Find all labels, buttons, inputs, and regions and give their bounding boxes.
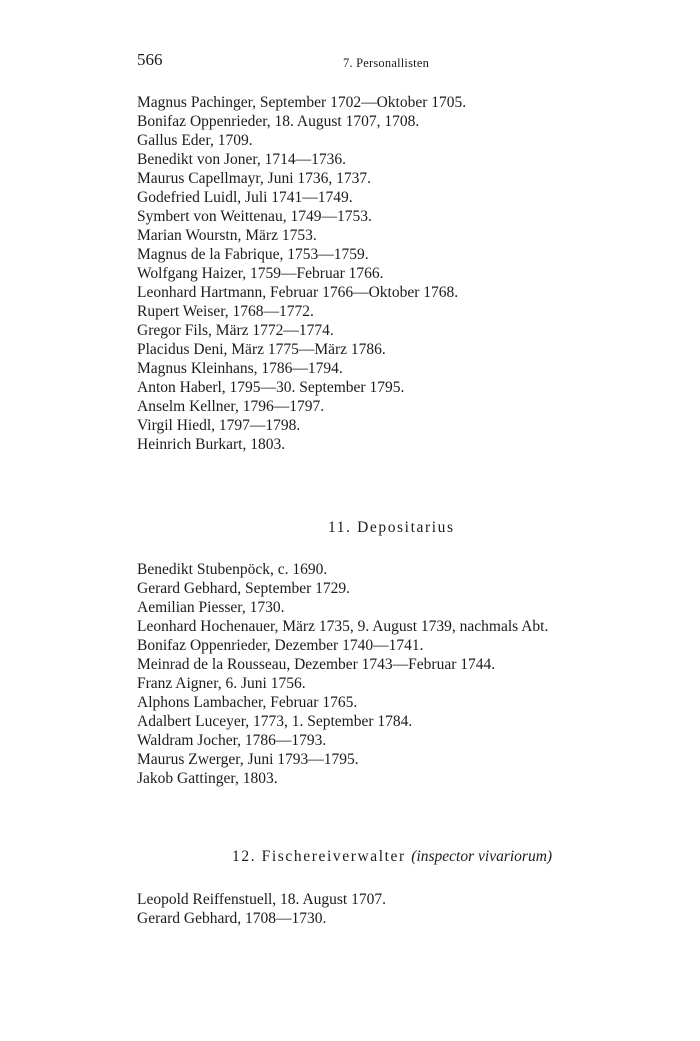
list-item: Aemilian Piesser, 1730. — [137, 599, 285, 616]
list-item: Leopold Reiffenstuell, 18. August 1707. — [137, 891, 386, 908]
list-item: Placidus Deni, März 1775—März 1786. — [137, 341, 386, 358]
list-item: Alphons Lambacher, Februar 1765. — [137, 694, 358, 711]
page-number: 566 — [137, 50, 163, 69]
list-item: Magnus de la Fabrique, 1753—1759. — [137, 246, 369, 263]
list-item: Symbert von Weittenau, 1749—1753. — [137, 208, 372, 225]
list-item: Godefried Luidl, Juli 1741—1749. — [137, 189, 353, 206]
list-item: Meinrad de la Rousseau, Dezember 1743—Februar 1744. — [137, 656, 496, 673]
list-item: Rupert Weiser, 1768—1772. — [137, 303, 314, 320]
list-item: Maurus Zwerger, Juni 1793—1795. — [137, 751, 359, 768]
list-item: Bonifaz Oppenrieder, 18. August 1707, 1708. — [137, 113, 420, 130]
list-item: Leonhard Hochenauer, März 1735, 9. August 1739, nachmals Abt. — [137, 618, 549, 635]
list-item: Gerard Gebhard, 1708—1730. — [137, 910, 327, 927]
list-item: Benedikt Stubenpöck, c. 1690. — [137, 561, 328, 578]
list-section-10 — [137, 93, 466, 454]
section-heading-depositarius: 11. Depositarius — [328, 519, 455, 536]
running-head: 7. Personallisten — [343, 56, 430, 70]
list-item: Anselm Kellner, 1796—1797. — [137, 398, 325, 415]
list-item: Maurus Capellmayr, Juni 1736, 1737. — [137, 170, 372, 187]
list-item: Magnus Pachinger, September 1702—Oktober 1705. — [137, 94, 467, 111]
list-item: Franz Aigner, 6. Juni 1756. — [137, 675, 306, 692]
list-item: Bonifaz Oppenrieder, Dezember 1740—1741. — [137, 637, 424, 654]
list-section-11 — [137, 560, 548, 788]
section-heading-fischereiverwalter — [232, 848, 552, 866]
list-item: Waldram Jocher, 1786—1793. — [137, 732, 327, 749]
list-item: Leonhard Hartmann, Februar 1766—Oktober 1768. — [137, 284, 459, 301]
section-heading-text: 12. Fischereiverwalter — [232, 848, 406, 865]
list-item: Adalbert Luceyer, 1773, 1. September 1784. — [137, 713, 413, 730]
list-item: Gregor Fils, März 1772—1774. — [137, 322, 334, 339]
list-item: Jakob Gattinger, 1803. — [137, 770, 278, 787]
section-heading-latin: (inspector vivariorum) — [411, 848, 553, 865]
list-item: Anton Haberl, 1795—30. September 1795. — [137, 379, 405, 396]
list-item: Virgil Hiedl, 1797—1798. — [137, 417, 301, 434]
list-item: Wolfgang Haizer, 1759—Februar 1766. — [137, 265, 384, 282]
list-item: Marian Wourstn, März 1753. — [137, 227, 317, 244]
list-item: Gerard Gebhard, September 1729. — [137, 580, 351, 597]
list-item: Heinrich Burkart, 1803. — [137, 436, 286, 453]
list-item: Benedikt von Joner, 1714—1736. — [137, 151, 347, 168]
list-item: Magnus Kleinhans, 1786—1794. — [137, 360, 343, 377]
list-section-12 — [137, 890, 386, 928]
list-item: Gallus Eder, 1709. — [137, 132, 253, 149]
